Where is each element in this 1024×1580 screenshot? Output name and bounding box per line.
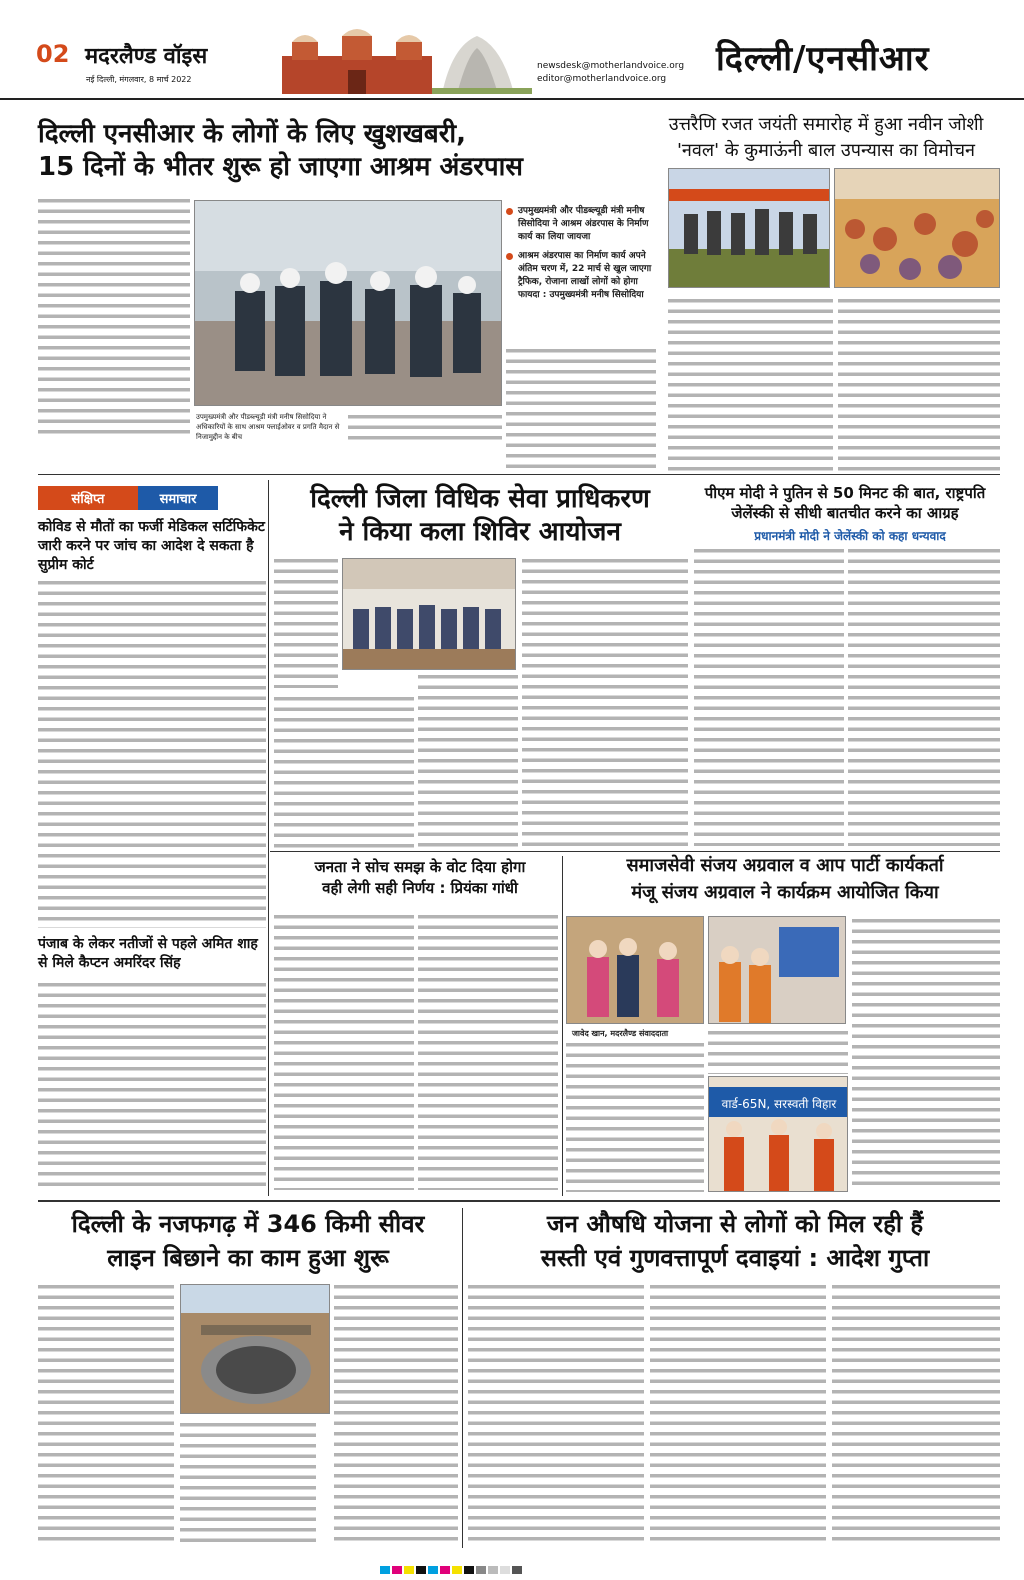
putin-body-col-2 — [848, 546, 1000, 846]
ashram-headline — [38, 118, 658, 183]
contact-emails — [537, 60, 684, 86]
email-newsdesk[interactable]: newsdesk@motherlandvoice.org — [537, 61, 685, 71]
sanjay-banner-text: वार्ड-65N, सरस्वती विहार — [721, 1097, 837, 1111]
priyanka-headline — [270, 857, 570, 899]
sewer-body-col-1 — [38, 1282, 174, 1544]
kala-body-col-3 — [418, 672, 518, 848]
kala-photo — [342, 558, 516, 670]
divider-sewer-aushadhi — [462, 1208, 463, 1548]
aushadhi-body-col-3 — [832, 1282, 1000, 1544]
putin-headline-line-1: पीएम मोदी ने पुतिन से 50 मिनट की बात, राष्ट्रपति — [704, 484, 986, 502]
kala-headline-line-2: ने किया कला शिविर आयोजन — [339, 516, 621, 547]
punjab-headline: पंजाब के लेकर नतीजों से पहले अमित शाह से मिले कैप्टन अमरिंदर सिंह — [38, 936, 258, 971]
ashram-callout-point-2: आश्रम अंडरपास का निर्माण कार्य अपने अंतिम चरण में, 22 मार्च से खुल जाएगा ट्रैफिक, रोजाना लाखों लोगों को होगा फायदा : उपमुख्यमंत्री मनीष सिसोदिया — [506, 250, 656, 302]
sewer-photo — [180, 1284, 330, 1414]
aushadhi-headline-line-1: जन औषधि योजना से लोगों को मिल रही हैं — [546, 1210, 924, 1238]
novel-photo-stage — [668, 168, 830, 288]
priyanka-headline-line-2: वही लेगी सही निर्णय : प्रियंका गांधी — [322, 879, 518, 897]
page-number: 02 — [36, 40, 70, 68]
sanjay-headline-line-2: मंजू संजय अग्रवाल ने कार्यक्रम आयोजित किया — [631, 882, 939, 903]
aushadhi-headline — [465, 1208, 1005, 1275]
kala-body-col-2 — [274, 694, 414, 848]
print-registration-bar — [380, 1566, 522, 1574]
novel-headline-line-2: 'नवल' के कुमाऊंनी बाल उपन्यास का विमोचन — [676, 140, 976, 162]
aushadhi-body-col-2 — [650, 1282, 826, 1544]
putin-headline — [690, 483, 1000, 524]
sanjay-body-col-3 — [852, 916, 1000, 1192]
divider-priyanka-sanjay — [562, 856, 563, 1196]
sewer-body-col-3 — [334, 1282, 458, 1544]
covid-body — [38, 578, 266, 928]
ashram-callout-point-1: उपमुख्यमंत्री और पीडब्ल्यूडी मंत्री मनीष सिसोदिया ने आश्रम अंडरपास के निर्माण कार्य का लिया जायजा — [506, 205, 656, 244]
brief-label-2: समाचार — [138, 486, 218, 510]
priyanka-headline-line-1: जनता ने सोच समझ के वोट दिया होगा — [314, 858, 526, 876]
sanjay-headline-line-1: समाजसेवी संजय अग्रवाल व आप पार्टी कार्यकर्ता — [626, 855, 944, 876]
masthead — [0, 0, 1024, 100]
divider-top — [38, 474, 1000, 475]
sewer-headline — [38, 1208, 458, 1275]
putin-subheadline: प्रधानमंत्री मोदी ने जेलेंस्की को कहा धन्यवाद — [754, 529, 946, 543]
ashram-photo-caption: उपमुख्यमंत्री और पीडब्ल्यूडी मंत्री मनीष सिसोदिया ने अधिकारियों के साथ आश्रम फ्लाईओवर व प्रगति मैदान से निजामुद्दीन के बीच — [196, 413, 340, 441]
novel-headline-line-1: उत्तरैणि रजत जयंती समारोह में हुआ नवीन जोशी — [668, 114, 984, 135]
divider-bottom — [38, 1200, 1000, 1202]
sanjay-body-col-1 — [566, 1040, 704, 1192]
ashram-headline-line-1: दिल्ली एनसीआर के लोगों के लिए खुशखबरी, — [38, 119, 466, 149]
kala-body-col-4 — [522, 556, 688, 848]
novel-body-col-1 — [668, 296, 833, 472]
novel-body-col-2 — [838, 296, 1000, 472]
aushadhi-body-col-1 — [468, 1282, 644, 1544]
aushadhi-headline-line-2: सस्ती एवं गुणवत्तापूर्ण दवाइयां : आदेश गुप्ता — [540, 1243, 930, 1272]
dateline: नई दिल्ली, मंगलवार, 8 मार्च 2022 — [86, 75, 192, 84]
ashram-body-col-2 — [348, 412, 502, 446]
sanjay-photo-1 — [566, 916, 704, 1024]
ashram-headline-line-2: 15 दिनों के भीतर शुरू हो जाएगा आश्रम अंडरपास — [38, 151, 523, 182]
punjab-body — [38, 980, 266, 1192]
kala-body-col-1 — [274, 556, 338, 688]
sanjay-headline — [560, 852, 1010, 906]
kala-headline — [270, 483, 690, 548]
priyanka-body-col-1 — [274, 912, 414, 1190]
email-editor[interactable]: editor@motherlandvoice.org — [537, 74, 667, 84]
sewer-headline-line-1: दिल्ली के नजफगढ़ में 346 किमी सीवर — [71, 1210, 425, 1238]
red-fort-lotus-temple-skyline-icon — [282, 26, 532, 94]
section-title: दिल्ली/एनसीआर — [716, 39, 930, 79]
ashram-photo — [194, 200, 502, 406]
sanjay-photo-2 — [708, 916, 846, 1024]
newspaper-brand: मदरलैण्ड वॉइस — [85, 44, 208, 69]
novel-photo-crowd — [834, 168, 1000, 288]
ashram-body-col-1 — [38, 196, 190, 434]
kala-headline-line-1: दिल्ली जिला विधिक सेवा प्राधिकरण — [310, 484, 650, 514]
brief-news-label — [38, 486, 218, 510]
novel-headline — [656, 112, 996, 164]
sewer-headline-line-2: लाइन बिछाने का काम हुआ शुरू — [107, 1243, 389, 1272]
ashram-callout — [506, 205, 656, 308]
sanjay-body-col-2 — [708, 1028, 848, 1074]
ashram-body-col-3 — [506, 346, 656, 468]
putin-body-col-1 — [694, 546, 844, 846]
priyanka-body-col-2 — [418, 912, 558, 1190]
sanjay-photo-3 — [708, 1076, 848, 1192]
sanjay-byline: जावेद खान, मदरलैण्ड संवाददाता — [572, 1029, 669, 1038]
sewer-body-col-2 — [180, 1420, 316, 1544]
brief-label-1: संक्षिप्त — [38, 486, 138, 510]
divider-brief-column — [268, 480, 269, 1196]
putin-headline-line-2: जेलेंस्की से सीधी बातचीत करने का आग्रह — [731, 504, 959, 523]
covid-headline: कोविड से मौतों का फर्जी मेडिकल सर्टिफिकेट जारी करने पर जांच का आदेश दे सकता है सुप्रीम कोर्ट — [38, 519, 265, 573]
